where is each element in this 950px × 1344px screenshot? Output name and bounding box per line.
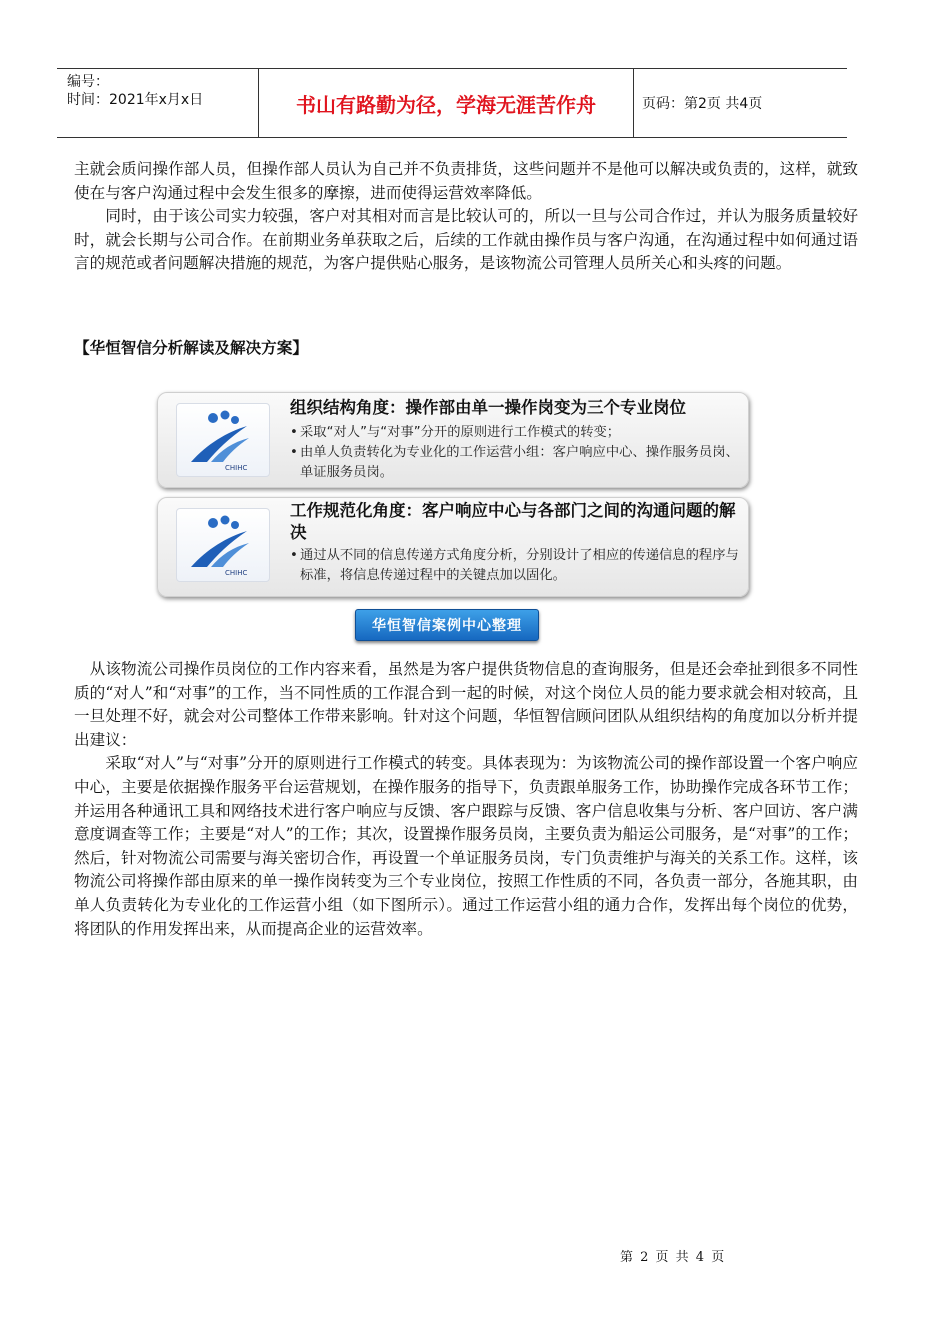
source-badge: 华恒智信案例中心整理: [355, 609, 539, 641]
page-footer: 第 2 页 共 4 页: [620, 1250, 725, 1265]
card-bullet: • 由单人负责转化为专业化的工作运营小组：客户响应中心、操作服务员岗、单证服务员岗。: [290, 443, 745, 483]
company-logo: [176, 403, 270, 477]
card-title: 工作规范化角度：客户响应中心与各部门之间的沟通问题的解决: [290, 501, 736, 542]
paragraph: 采取“对人”与“对事”分开的原则进行工作模式的转变。具体表现为：为该物流公司的操作部设置一个客户响应中心，主要是依据操作服务平台运营规划，在操作服务的指导下，负责跟单服务工作，协助操作完成各环节工作；并运用各种通讯工具和网络技术进行客户响应与反馈、客户跟踪与反馈、客户信息收集与分析、客户回访、客户满意度调查等工作；主要是“对人”的工作；其次，设置操作服务员岗，主要负责为船运公司服务，是“对事”的工作；然后，针对物流公司需要与海关密切合作，再设置一个单证服务员岗，专门负责维护与海关的关系工作。这样，该物流公司将操作部由原来的单一操作岗转变为三个专业岗位，按照工作性质的不同，各负责一部分，各施其职，由单人负责转化为专业化的工作运营小组（如下图所示）。通过工作运营小组的通力合作，发挥出每个岗位的优势，将团队的作用发挥出来，从而提高企业的运营效率。: [74, 754, 858, 938]
solution-card-standardization: [157, 497, 749, 597]
company-logo: [176, 508, 270, 582]
logo-text: CHIHC: [225, 464, 248, 472]
number-label: 编号：: [67, 74, 109, 90]
section-title: 【华恒智信分析解读及解决方案】: [74, 339, 308, 357]
solution-card-structure: [157, 392, 749, 488]
intro-text: [74, 158, 858, 276]
header-motto: 书山有路勤为径，学海无涯苦作舟: [258, 69, 634, 137]
time-label: 时间：2021年x月x日: [67, 92, 204, 108]
analysis-text: [74, 658, 858, 941]
page-header: [57, 68, 847, 138]
header-page-label: 页码：第2页 共4页: [642, 96, 763, 112]
paragraph: 同时，由于该公司实力较强，客户对其相对而言是比较认可的，所以一旦与公司合作过，并认为服务质量较好时，就会长期与公司合作。在前期业务单获取之后，后续的工作就由操作员与客户沟通，在沟通过程中如何通过语言的规范或者问题解决措施的规范，为客户提供贴心服务，是该物流公司管理人员所关心和头疼的问题。: [74, 207, 858, 273]
logo-text: CHIHC: [225, 569, 248, 577]
card-bullet: • 采取“对人”与“对事”分开的原则进行工作模式的转变；: [290, 423, 745, 443]
paragraph: 从该物流公司操作员岗位的工作内容来看，虽然是为客户提供货物信息的查询服务，但是还会牵扯到很多不同性质的“对人”和“对事”的工作，当不同性质的工作混合到一起的时候，对这个岗位人员的能力要求就会相对较高，且一旦处理不好，就会对公司整体工作带来影响。针对这个问题，华恒智信顾问团队从组织结构的角度加以分析并提出建议：: [74, 660, 858, 749]
header-meta: [57, 69, 258, 137]
card-title: 组织结构角度：操作部由单一操作岗变为三个专业岗位: [290, 398, 686, 417]
card-bullet: • 通过从不同的信息传递方式角度分析，分别设计了相应的传递信息的程序与标准，将信息传递过程中的关键点加以固化。: [290, 546, 745, 586]
paragraph: 主就会质问操作部人员，但操作部人员认为自己并不负责排货，这些问题并不是他可以解决或负责的，这样，就致使在与客户沟通过程中会发生很多的摩擦，进而使得运营效率降低。: [74, 160, 858, 202]
